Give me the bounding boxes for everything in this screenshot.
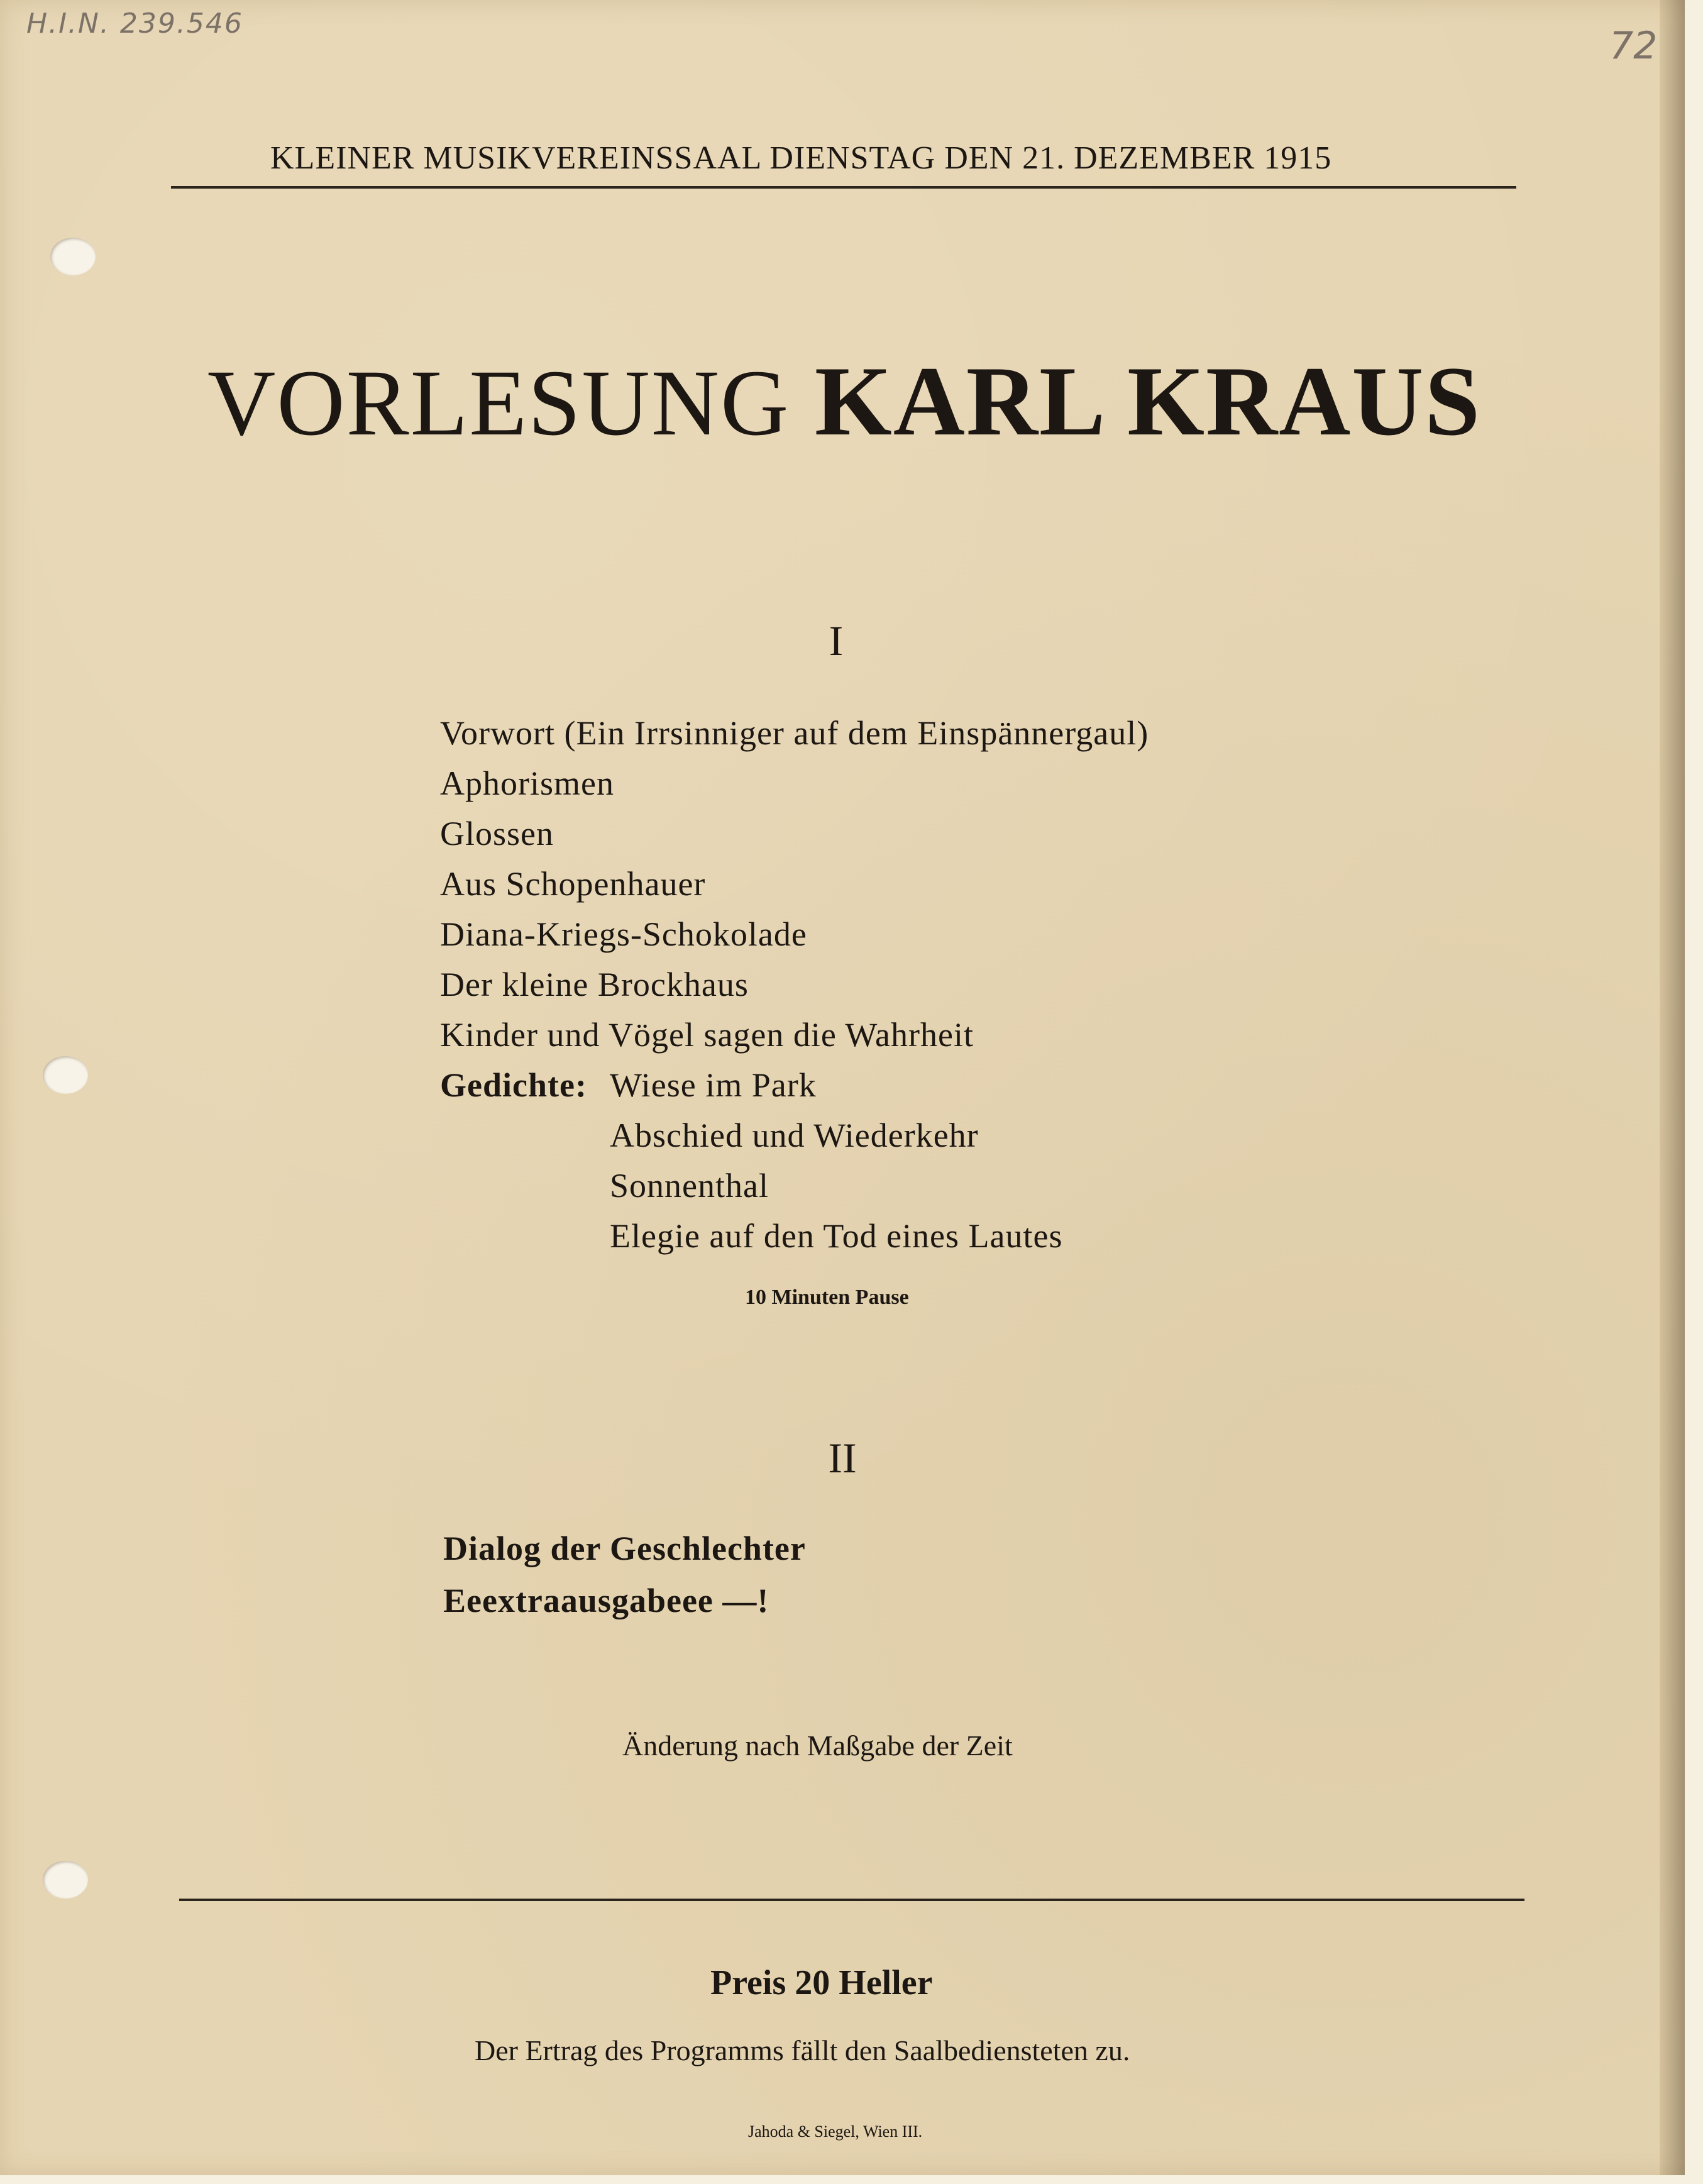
punch-hole-top [50,238,96,275]
paper-edge-shadow [1660,0,1685,2175]
intermission-note: 10 Minuten Pause [745,1286,909,1309]
page-title [207,345,1481,459]
footer-rule [179,1899,1524,1901]
part-two-numeral: II [828,1434,857,1482]
title-author-name: KARL KRAUS [814,346,1482,456]
venue-date-line: KLEINER MUSIKVEREINSSAAL DIENSTAG DEN 21. DEZEMBER 1915 [270,140,1332,176]
change-note: Änderung nach Maßgabe der Zeit [622,1729,1013,1762]
punch-hole-middle [43,1056,88,1094]
program-item: Aphorismen [440,764,614,802]
poem-item: Sonnenthal [610,1167,769,1205]
part-one-numeral: I [829,617,844,665]
handwritten-page-number: 72 [1609,24,1658,68]
poems-label: Gedichte: [440,1066,587,1104]
handwritten-reference-number: H.I.N. 239.546 [26,8,243,40]
price-label: Preis 20 Heller [710,1963,933,2002]
printer-imprint: Jahoda & Siegel, Wien III. [748,2122,923,2141]
header-rule [171,186,1516,189]
punch-hole-bottom [43,1861,88,1899]
program-item: Diana-Kriegs-Schokolade [440,915,807,953]
program-item: Der kleine Brockhaus [440,966,749,1003]
program-item: Eeextraausgabeee —! [443,1582,769,1619]
program-item: Dialog der Geschlechter [443,1530,806,1567]
program-item: Aus Schopenhauer [440,865,706,903]
program-item: Glossen [440,815,554,852]
poem-item: Elegie auf den Tod eines Lautes [610,1217,1063,1255]
poem-item: Wiese im Park [610,1066,817,1104]
title-prefix: VORLESUNG [207,351,790,455]
program-item: Kinder und Vögel sagen die Wahrheit [440,1016,974,1054]
program-item: Vorwort (Ein Irrsinniger auf dem Einspännergaul) [440,714,1149,752]
proceeds-note: Der Ertrag des Programms fällt den Saalbediensteten zu. [475,2034,1130,2066]
poem-item: Abschied und Wiederkehr [610,1117,979,1154]
